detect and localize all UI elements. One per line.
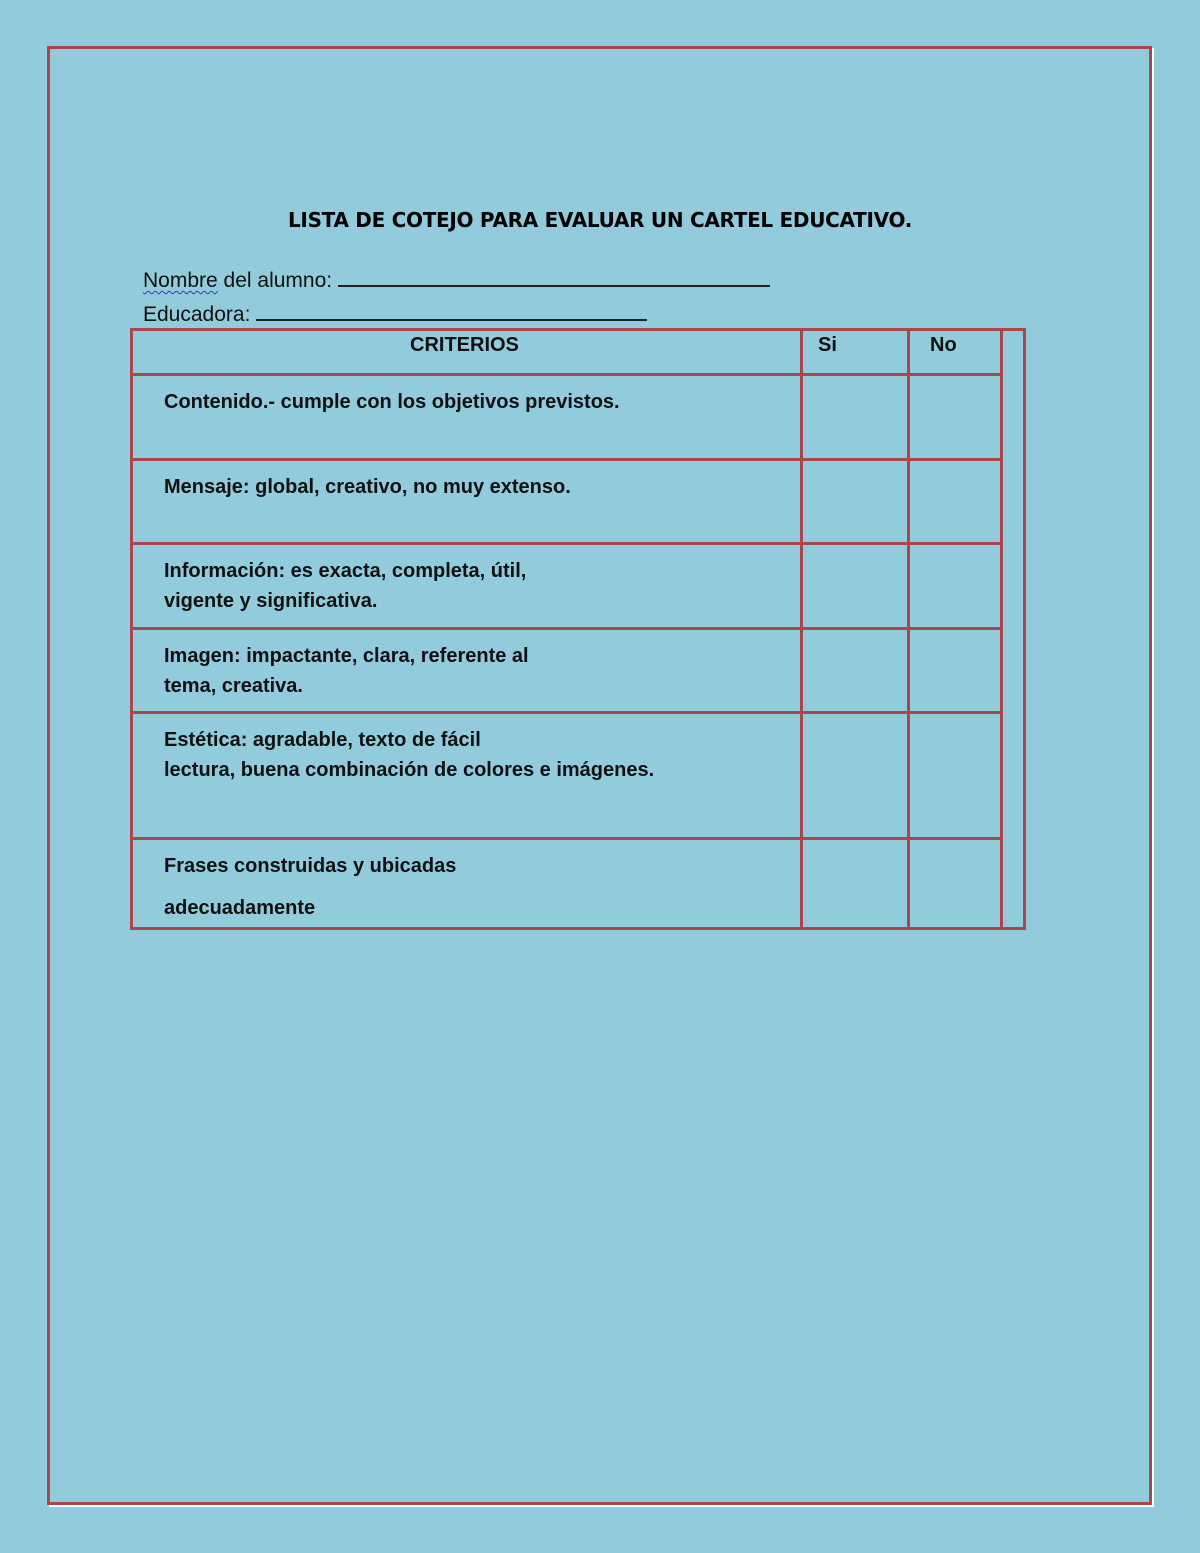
teacher-name-field — [143, 301, 647, 327]
student-name-field — [143, 267, 770, 293]
criterion-mensaje: Mensaje: global, creativo, no muy extenso. — [164, 476, 571, 498]
table-rule — [130, 711, 1002, 714]
table-rule — [130, 542, 1002, 545]
document-title: LISTA DE COTEJO PARA EVALUAR UN CARTEL EDUCATIVO. — [287, 208, 913, 232]
criterion-informacion-line2: vigente y significativa. — [164, 590, 378, 612]
criterion-imagen-line1: Imagen: impactante, clara, referente al — [164, 645, 529, 667]
header-no: No — [930, 334, 957, 356]
header-si: Si — [818, 334, 837, 356]
student-name-blank[interactable] — [338, 267, 770, 287]
teacher-name-blank[interactable] — [256, 301, 647, 321]
criterion-estetica-line1: Estética: agradable, texto de fácil — [164, 729, 481, 751]
teacher-label: Educadora: — [143, 303, 257, 326]
criterion-frases-line1: Frases construidas y ubicadas — [164, 855, 457, 877]
criterion-estetica-line2: lectura, buena combinación de colores e imágenes. — [164, 759, 655, 781]
table-rule — [130, 837, 1002, 840]
student-label-rest: del alumno: — [217, 269, 338, 292]
table-rule — [130, 627, 1002, 630]
student-label-word: Nombre — [143, 269, 218, 292]
criterion-frases-line2: adecuadamente — [164, 897, 316, 919]
table-rule — [130, 373, 1002, 376]
table-rule — [130, 458, 1002, 461]
criterion-informacion-line1: Información: es exacta, completa, útil, — [164, 560, 527, 582]
criterion-imagen-line2: tema, creativa. — [164, 675, 303, 697]
criterion-contenido: Contenido.- cumple con los objetivos previstos. — [164, 391, 620, 413]
header-criterios: CRITERIOS — [410, 334, 519, 356]
